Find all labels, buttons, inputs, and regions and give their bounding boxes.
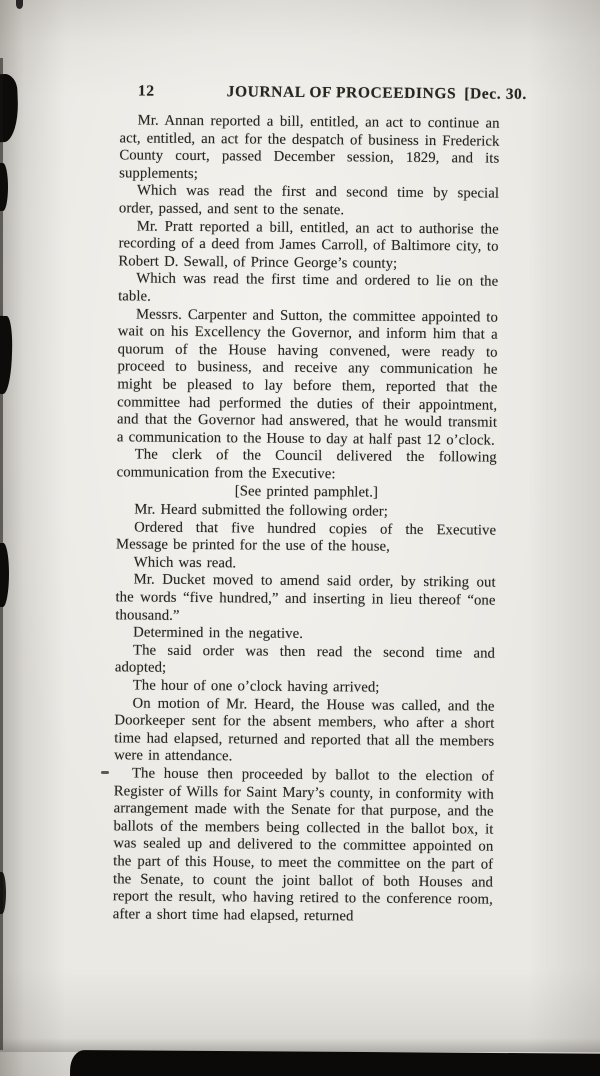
scan-artifact-margin-dash [101, 771, 109, 774]
paragraph-house-called: On motion of Mr. Heard, the House was called, and the Doorkeeper sent for the absent members, who after a short time had elapsed, returned and reported that all the members were in attendance. [114, 695, 495, 765]
paragraph-determined-negative: Determined in the negative. [133, 624, 304, 643]
paragraph-pratt-bill: Mr. Pratt reported a bill, entitled, an act to authorise the recording of a deed from James Carroll, of Baltimore city, to Robert D. Sewall, of Prince George’s county; [118, 218, 499, 272]
scan-artifact-left-mark-2 [0, 316, 13, 394]
page-header [120, 82, 527, 103]
paragraph-ducket-amendment: Mr. Ducket moved to amend said order, by striking out the words “five hundred,” and inserting in lieu thereof “one thousand.” [115, 571, 496, 624]
scan-artifact-top-speck [16, 0, 23, 9]
scan-artifact-bottom-bar [70, 1050, 600, 1076]
scan-artifact-left-mark-3 [0, 543, 9, 607]
page-number: 12 [137, 82, 155, 100]
paragraph-heard-order: Mr. Heard submitted the following order; [134, 501, 389, 520]
paragraph-order-adopted: The said order was then read the second time and adopted; [114, 642, 496, 677]
body-text [113, 112, 500, 927]
scan-artifact-left-mark-4 [0, 872, 6, 914]
paragraph-hour-of-one: The hour of one o’clock having arrived; [132, 677, 380, 696]
paragraph-lie-on-table: Which was read the first time and ordered to lie on the table. [118, 270, 499, 305]
page-header-title: JOURNAL OF PROCEEDINGS [226, 83, 457, 103]
paragraph-read-sent-senate: Which was read the first and second time by special order, passed, and sent to the senate. [118, 182, 500, 219]
paragraph-clerk-council: The clerk of the Council delivered the following communication from the Executive: [116, 446, 497, 483]
paragraph-committee-governor: Messrs. Carpenter and Sutton, the committee appointed to wait on his Excellency the Governor, and inform him that a quorum of the House having convened, were ready to proceed to business, and receive any communication he might be pleased to lay before them, reported that the committee had performed the duties of their appointment, and that the Governor had answered, that he would transmit a communication to the House to day at half past 12 o’clock. [116, 306, 499, 449]
scan-artifact-left-mark-1 [0, 163, 8, 211]
paragraph-ordered-copies: Ordered that five hundred copies of the Executive Message be printed for the use of the house, [115, 519, 497, 555]
paragraph-which-was-read: Which was read. [133, 554, 237, 572]
paragraph-annan-bill: Mr. Annan reported a bill, entitled, an act to continue an act, entitled, an act for the despatch of business in Frederick County court, passed December session, 1829, and its supplements; [119, 112, 500, 182]
pamphlet-reference-line: [See printed pamphlet.] [234, 483, 379, 502]
page-content [112, 82, 527, 927]
page-header-date: [Dec. 30. [464, 85, 527, 103]
paragraph-ballot-register-wills: The house then proceeded by ballot to the election of Register of Wills for Saint Mary’s county, in conformity with arrangement made with the Senate for that purpose, and the ballots of the members being collected in the ballot box, it was sealed up and delivered to the committee appointed on the part of this House, to meet the committee on the part of the Senate, to count the joint ballot of both Houses and report the result, who having retired to the conference room, after a short time had elapsed, returned [112, 765, 495, 925]
